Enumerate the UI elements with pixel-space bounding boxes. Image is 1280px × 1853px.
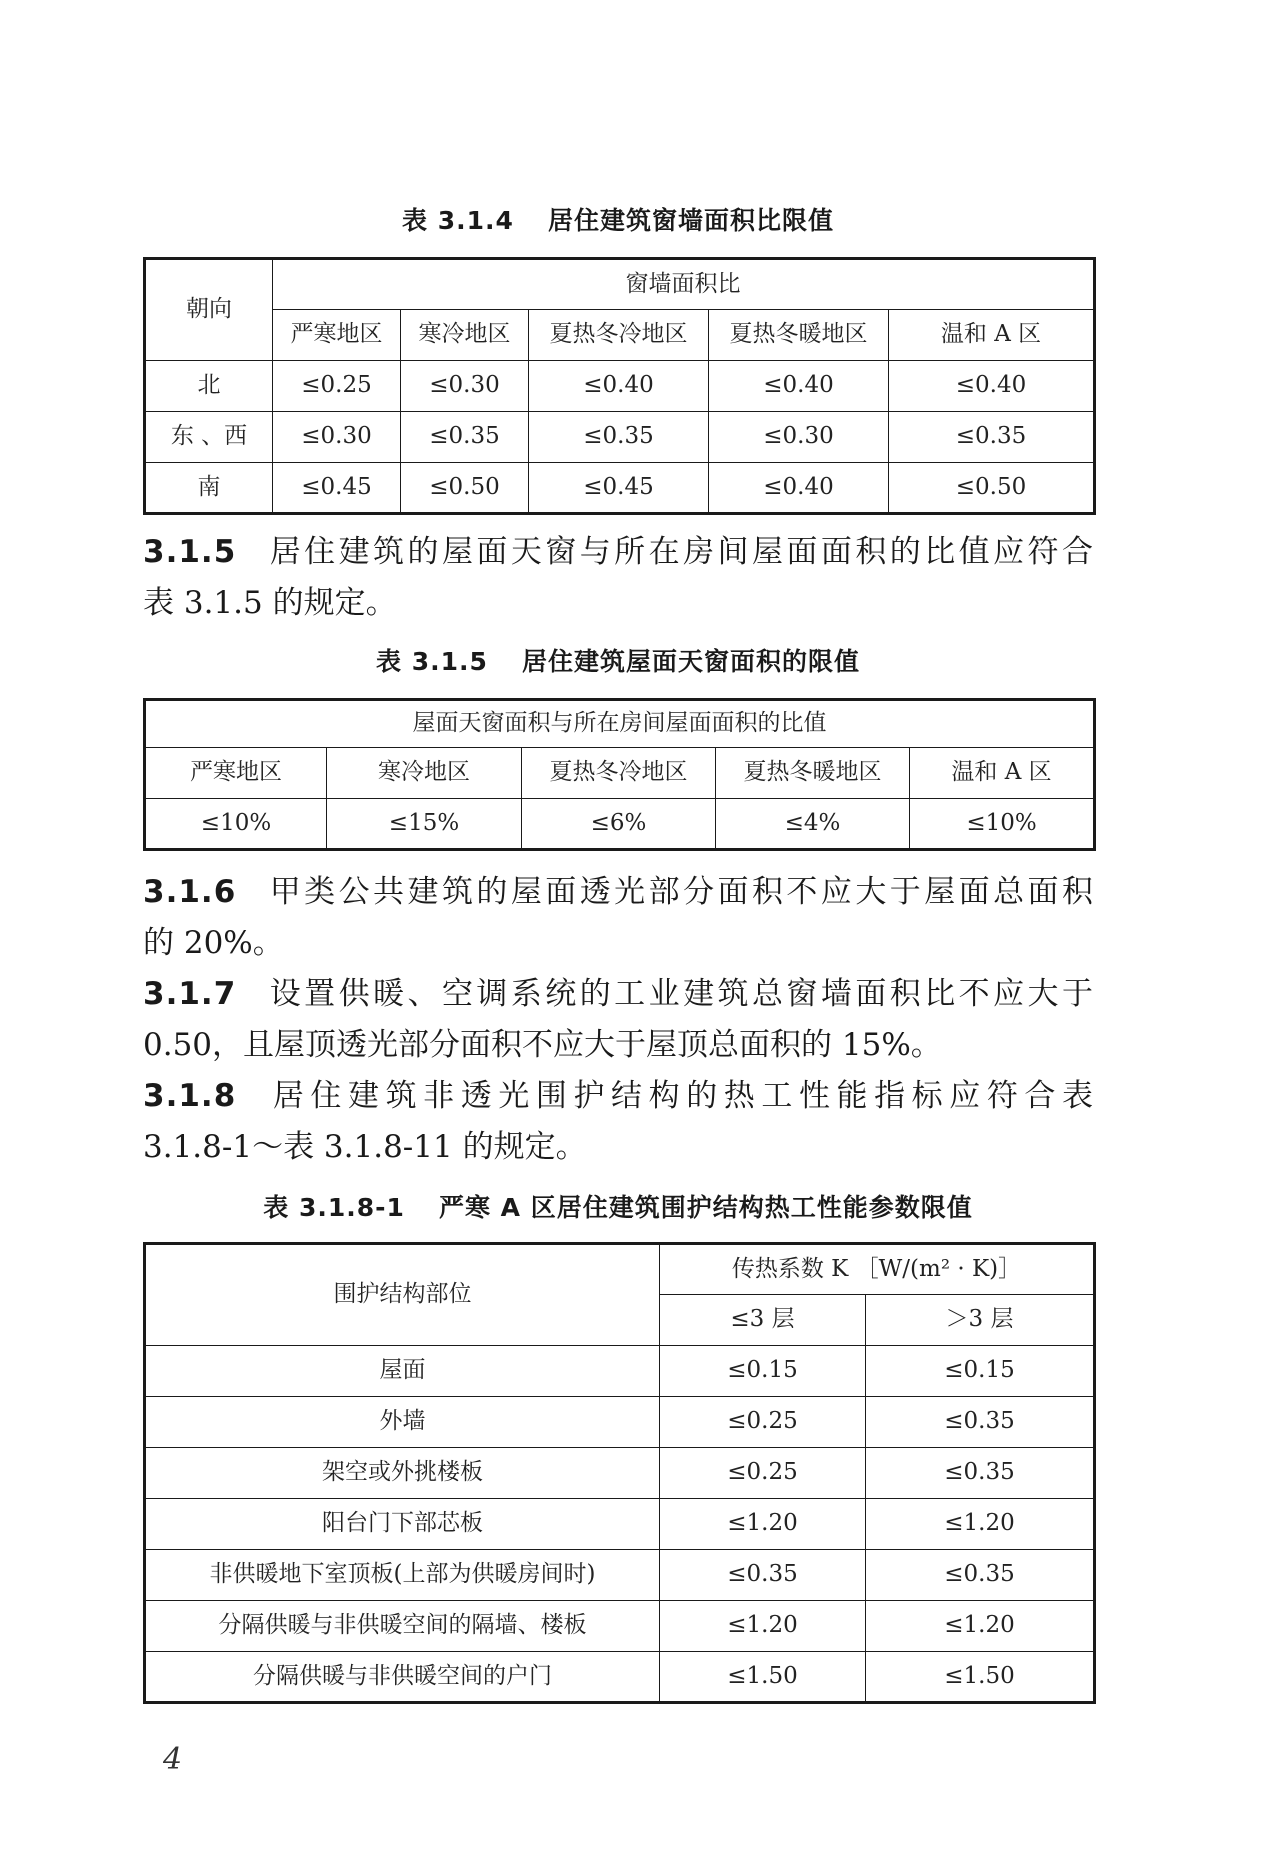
table-3-1-4-caption [143, 208, 1093, 233]
table-cell: ≤0.15 [866, 1346, 1095, 1397]
table-cell: ≤0.25 [273, 361, 401, 412]
clause-number: 3.1.7 [143, 976, 237, 1012]
clause-3-1-7-line-1 [143, 969, 1093, 1020]
skylight-ratio-header: 屋面天窗面积与所在房间屋面面积的比值 [145, 700, 1095, 748]
table-cell: ≤0.35 [889, 412, 1095, 463]
column-header: 温和 A 区 [889, 310, 1095, 361]
row-label: 外墙 [145, 1397, 660, 1448]
row-label: 北 [145, 361, 273, 412]
table-cell: ≤0.30 [709, 412, 889, 463]
clause-3-1-5-line-2: 表 3.1.5 的规定。 [143, 585, 397, 621]
clause-number: 3.1.6 [143, 874, 237, 910]
window-wall-ratio-header: 窗墙面积比 [273, 259, 1095, 310]
table-row [145, 799, 1095, 850]
table-3-1-5 [143, 698, 1096, 851]
table-row [145, 1448, 1095, 1499]
row-label: 阳台门下部芯板 [145, 1499, 660, 1550]
column-header: 夏热冬暖地区 [709, 310, 889, 361]
clause-3-1-8-line-2: 3.1.8-1～表 3.1.8-11 的规定。 [143, 1129, 587, 1165]
table-3-1-4 [143, 257, 1096, 515]
table-row [145, 1550, 1095, 1601]
table-cell: ≤0.25 [660, 1448, 866, 1499]
table-3-1-5-title: 居住建筑屋面天窗面积的限值 [521, 647, 860, 676]
column-header: 寒冷地区 [401, 310, 529, 361]
column-header: 夏热冬冷地区 [529, 310, 709, 361]
table-cell: ≤0.35 [660, 1550, 866, 1601]
row-label: 分隔供暖与非供暖空间的隔墙、楼板 [145, 1601, 660, 1652]
table-row [145, 1397, 1095, 1448]
table-3-1-5-caption [143, 649, 1093, 674]
table-cell: ≤0.35 [866, 1448, 1095, 1499]
column-header: 温和 A 区 [910, 748, 1095, 799]
table-cell: ≤1.20 [866, 1499, 1095, 1550]
table-3-1-8-1-title: 严寒 A 区居住建筑围护结构热工性能参数限值 [438, 1193, 973, 1222]
table-cell: ≤0.35 [529, 412, 709, 463]
orientation-header: 朝向 [145, 259, 273, 361]
clause-3-1-6-line-2: 的 20%。 [143, 925, 284, 961]
clause-3-1-7-line-2: 0.50，且屋顶透光部分面积不应大于屋顶总面积的 15%。 [143, 1027, 942, 1063]
table-cell: ≤0.30 [401, 361, 529, 412]
clause-3-1-6-line-1 [143, 867, 1093, 918]
table-row [145, 1652, 1095, 1703]
table-cell: ≤0.40 [889, 361, 1095, 412]
clause-text: 甲类公共建筑的屋面透光部分面积不应大于屋面总面积 [266, 874, 1093, 910]
row-label: 非供暖地下室顶板(上部为供暖房间时) [145, 1550, 660, 1601]
row-label: 东 、西 [145, 412, 273, 463]
column-header: ≤3 层 [660, 1295, 866, 1346]
column-header: 严寒地区 [273, 310, 401, 361]
clause-text: 居住建筑的屋面天窗与所在房间屋面面积的比值应符合 [266, 534, 1093, 570]
table-cell: ≤1.50 [660, 1652, 866, 1703]
clause-3-1-8-line-1 [143, 1071, 1093, 1122]
table-row [145, 463, 1095, 514]
column-header: 寒冷地区 [327, 748, 522, 799]
table-3-1-4-title: 居住建筑窗墙面积比限值 [547, 206, 834, 235]
page-number: 4 [163, 1742, 183, 1777]
table-3-1-8-1 [143, 1242, 1096, 1704]
table-cell: ≤0.45 [529, 463, 709, 514]
column-header: 夏热冬冷地区 [522, 748, 716, 799]
table-cell: ≤6% [522, 799, 716, 850]
table-cell: ≤0.45 [273, 463, 401, 514]
table-cell: ≤0.35 [401, 412, 529, 463]
table-cell: ≤1.20 [660, 1499, 866, 1550]
table-3-1-4-number: 表 3.1.4 [402, 206, 514, 235]
envelope-part-header: 围护结构部位 [145, 1244, 660, 1346]
column-header: 严寒地区 [145, 748, 327, 799]
column-header: 夏热冬暖地区 [716, 748, 910, 799]
table-cell: ≤0.35 [866, 1397, 1095, 1448]
clause-3-1-5-line-1 [143, 527, 1093, 578]
row-label: 分隔供暖与非供暖空间的户门 [145, 1652, 660, 1703]
table-row [145, 412, 1095, 463]
row-label: 南 [145, 463, 273, 514]
table-row [145, 361, 1095, 412]
table-cell: ≤0.40 [709, 361, 889, 412]
row-label: 屋面 [145, 1346, 660, 1397]
clause-number: 3.1.8 [143, 1078, 237, 1114]
table-cell: ≤0.25 [660, 1397, 866, 1448]
row-label: 架空或外挑楼板 [145, 1448, 660, 1499]
table-cell: ≤0.35 [866, 1550, 1095, 1601]
table-cell: ≤0.30 [273, 412, 401, 463]
table-cell: ≤0.50 [401, 463, 529, 514]
table-cell: ≤1.50 [866, 1652, 1095, 1703]
table-cell: ≤1.20 [866, 1601, 1095, 1652]
table-cell: ≤0.50 [889, 463, 1095, 514]
table-cell: ≤10% [145, 799, 327, 850]
table-cell: ≤4% [716, 799, 910, 850]
table-row [145, 1499, 1095, 1550]
table-cell: ≤0.40 [529, 361, 709, 412]
page-content [143, 196, 1093, 1704]
table-cell: ≤15% [327, 799, 522, 850]
table-cell: ≤0.40 [709, 463, 889, 514]
table-cell: ≤0.15 [660, 1346, 866, 1397]
clause-text: 居住建筑非透光围护结构的热工性能指标应符合表 [266, 1078, 1093, 1114]
table-3-1-5-number: 表 3.1.5 [376, 647, 488, 676]
clause-number: 3.1.5 [143, 534, 237, 570]
clause-text: 设置供暖、空调系统的工业建筑总窗墙面积比不应大于 [266, 976, 1093, 1012]
column-header: ＞3 层 [866, 1295, 1095, 1346]
table-3-1-8-1-caption [143, 1195, 1093, 1220]
table-row [145, 1601, 1095, 1652]
table-cell: ≤1.20 [660, 1601, 866, 1652]
heat-transfer-coefficient-header: 传热系数 K ［W/(m² · K)］ [660, 1244, 1095, 1295]
table-row [145, 1346, 1095, 1397]
table-cell: ≤10% [910, 799, 1095, 850]
table-3-1-8-1-number: 表 3.1.8-1 [263, 1193, 405, 1222]
